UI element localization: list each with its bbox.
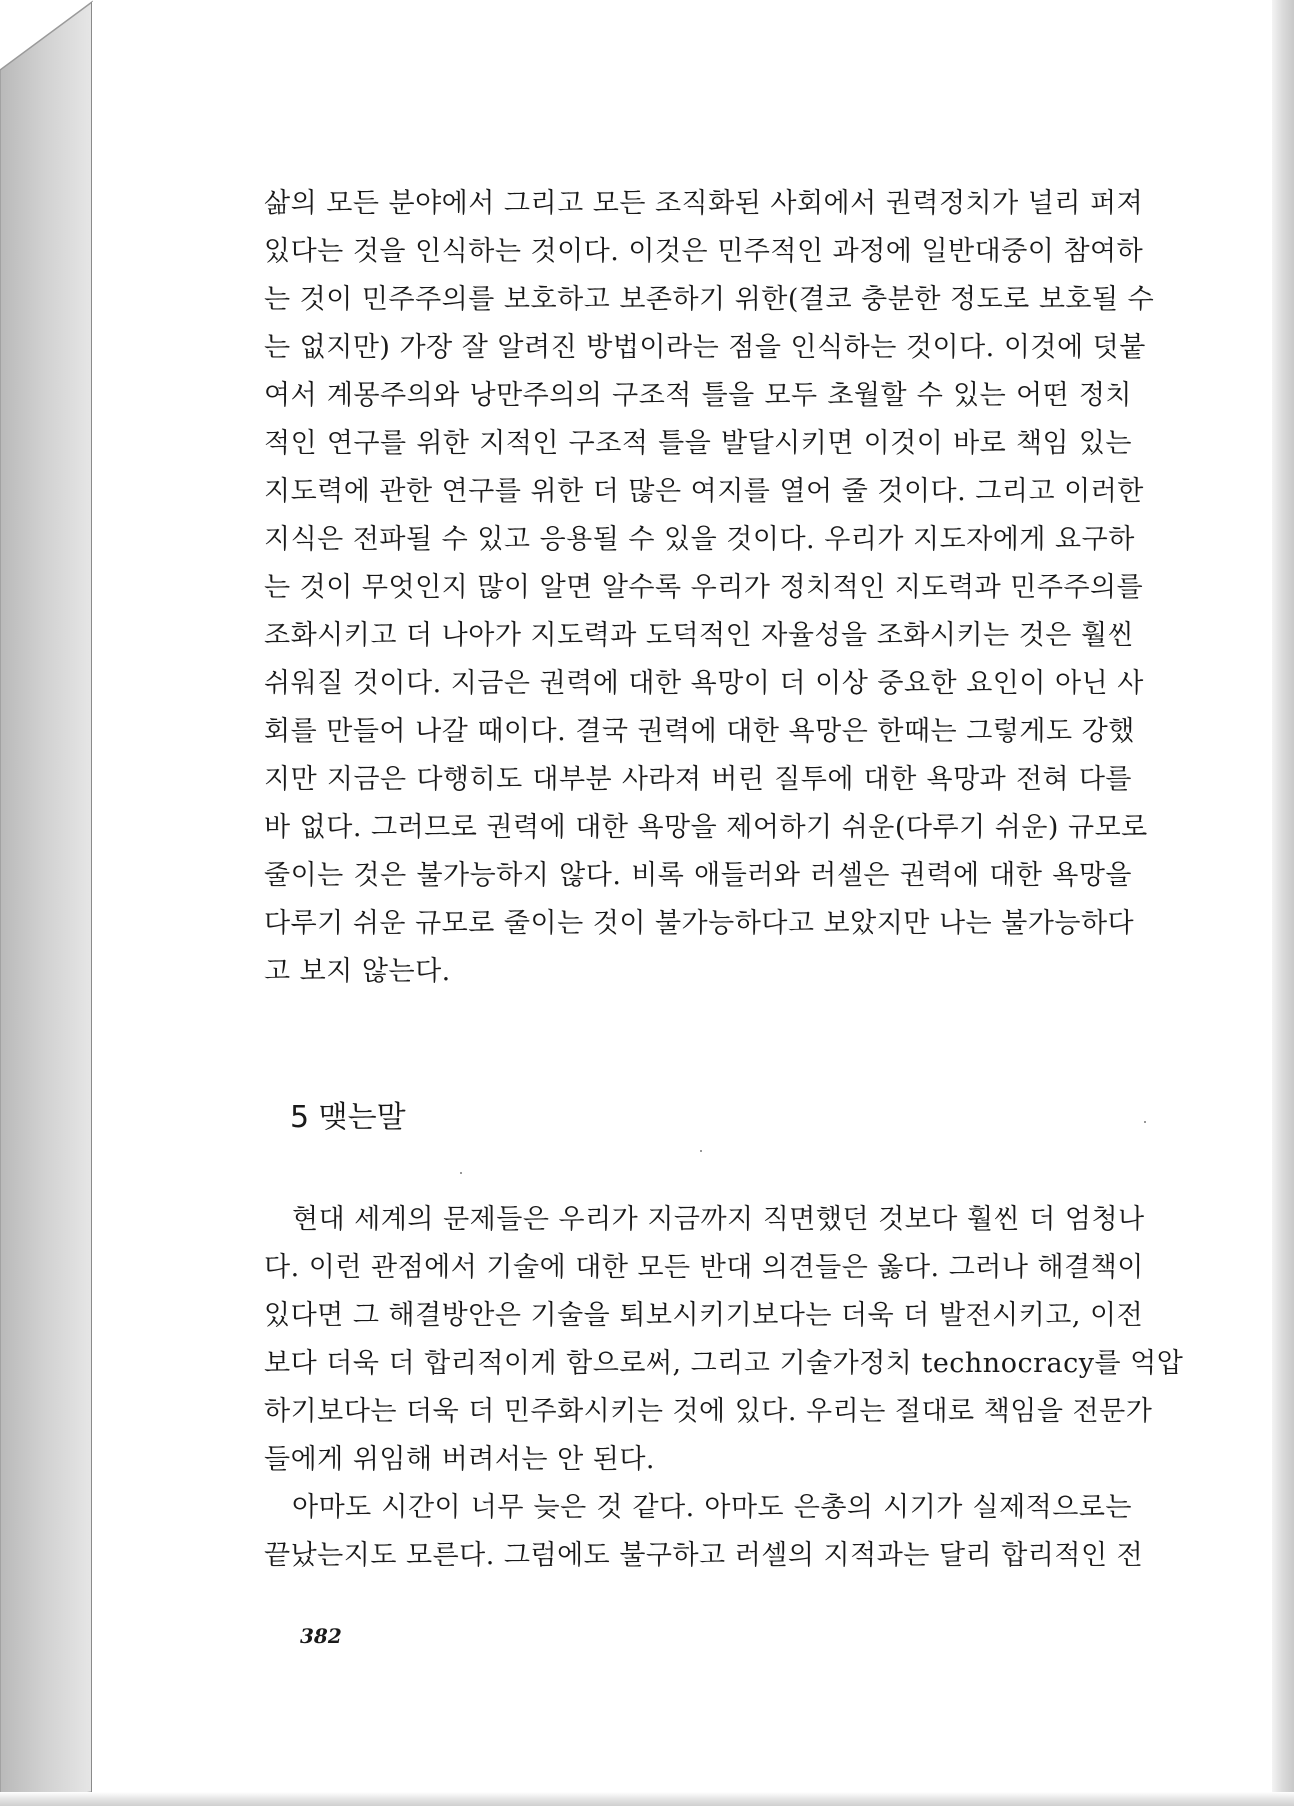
- section-heading: 5 맺는말: [290, 1100, 406, 1135]
- paragraph-2: [264, 1196, 1184, 1484]
- text-line: 하기보다는 더욱 더 민주화시키는 것에 있다. 우리는 절대로 책임을 전문가: [264, 1396, 1153, 1427]
- page-bottom-shadow: [0, 1792, 1294, 1806]
- text-line: 현대 세계의 문제들은 우리가 지금까지 직면했던 것보다 훨씬 더 엄청나: [292, 1204, 1145, 1235]
- text-line: 는 것이 민주주의를 보호하고 보존하기 위한(결코 충분한 정도로 보호될 수: [264, 284, 1155, 315]
- page-number: 382: [300, 1624, 342, 1648]
- text-line: 는 없지만) 가장 잘 알려진 방법이라는 점을 인식하는 것이다. 이것에 덧붙: [264, 332, 1146, 363]
- text-line: 바 없다. 그러므로 권력에 대한 욕망을 제어하기 쉬운(다루기 쉬운) 규모로: [264, 812, 1148, 843]
- text-line: 아마도 시간이 너무 늦은 것 같다. 아마도 은총의 시기가 실제적으로는: [292, 1492, 1132, 1523]
- text-line: 지도력에 관한 연구를 위한 더 많은 여지를 열어 줄 것이다. 그리고 이러한: [264, 476, 1144, 507]
- text-line: 보다 더욱 더 합리적이게 함으로써, 그리고 기술가정치 technocracy를 억압: [264, 1348, 1184, 1379]
- text-line: 있다는 것을 인식하는 것이다. 이것은 민주적인 과정에 일반대중이 참여하: [264, 236, 1144, 267]
- text-line: 여서 계몽주의와 낭만주의의 구조적 틀을 모두 초월할 수 있는 어떤 정치: [264, 380, 1132, 411]
- paragraph-3: [264, 1484, 1144, 1580]
- text-line: 는 것이 무엇인지 많이 알면 알수록 우리가 정치적인 지도력과 민주주의를: [264, 572, 1144, 603]
- text-line: 적인 연구를 위한 지적인 구조적 틀을 발달시키면 이것이 바로 책임 있는: [264, 428, 1132, 459]
- text-line: 지식은 전파될 수 있고 응용될 수 있을 것이다. 우리가 지도자에게 요구하: [264, 524, 1135, 555]
- text-line: 있다면 그 해결방안은 기술을 퇴보시키기보다는 더욱 더 발전시키고, 이전: [264, 1300, 1144, 1331]
- text-line: 다. 이런 관점에서 기술에 대한 모든 반대 의견들은 옳다. 그러나 해결책이: [264, 1252, 1144, 1283]
- text-line: 조화시키고 더 나아가 지도력과 도덕적인 자율성을 조화시키는 것은 훨씬: [264, 620, 1135, 651]
- paragraph-1: [264, 180, 1155, 996]
- text-line: 회를 만들어 나갈 때이다. 결국 권력에 대한 욕망은 한때는 그렇게도 강했: [264, 716, 1135, 747]
- text-line: 쉬워질 것이다. 지금은 권력에 대한 욕망이 더 이상 중요한 요인이 아닌 사: [264, 668, 1144, 699]
- text-line: 들에게 위임해 버려서는 안 된다.: [264, 1444, 655, 1475]
- text-line: 줄이는 것은 불가능하지 않다. 비록 애들러와 러셀은 권력에 대한 욕망을: [264, 860, 1132, 891]
- text-line: 지만 지금은 다행히도 대부분 사라져 버린 질투에 대한 욕망과 전혀 다를: [264, 764, 1132, 795]
- text-line: 삶의 모든 분야에서 그리고 모든 조직화된 사회에서 권력정치가 널리 퍼져: [264, 188, 1144, 219]
- scan-speck: [460, 1172, 462, 1174]
- page-edge-shadow: [1272, 0, 1294, 1806]
- text-line: 끝났는지도 모른다. 그럼에도 불구하고 러셀의 지적과는 달리 합리적인 전: [264, 1540, 1144, 1571]
- text-line: 다루기 쉬운 규모로 줄이는 것이 불가능하다고 보았지만 나는 불가능하다: [264, 908, 1135, 939]
- scan-speck: [700, 1150, 702, 1152]
- text-line: 고 보지 않는다.: [264, 956, 451, 987]
- scan-speck: [1144, 1121, 1146, 1123]
